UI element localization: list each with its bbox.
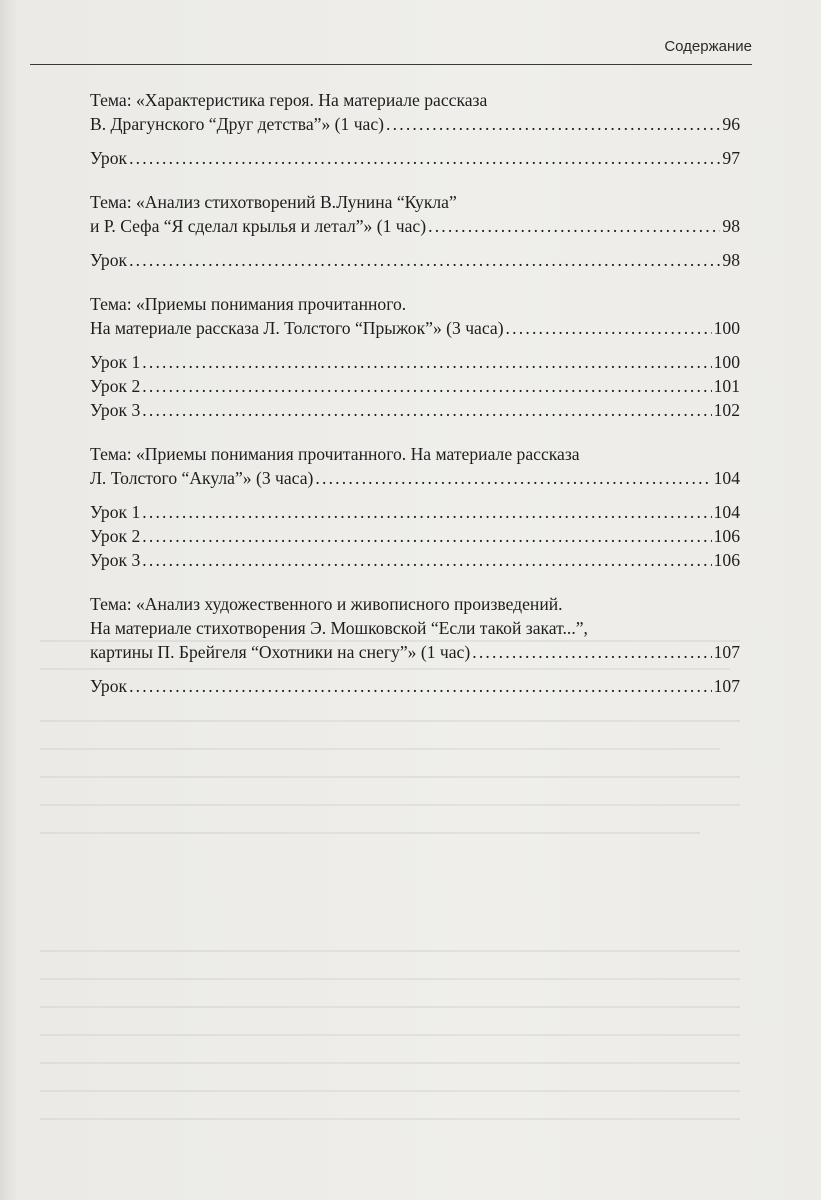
toc-theme-line	[90, 466, 740, 490]
toc-lesson-label: Урок	[90, 676, 128, 696]
toc-lesson-label: Урок 3	[90, 400, 141, 420]
toc-theme-text: Тема: «Анализ художественного и живописного произведений.	[90, 594, 563, 614]
toc-page-number: 104	[713, 502, 740, 522]
toc-theme-line	[90, 112, 740, 136]
toc-lesson-line	[90, 398, 740, 422]
toc-theme-line	[90, 88, 740, 112]
dot-leader	[142, 398, 711, 422]
toc-page-number: 98	[722, 216, 740, 236]
toc-page-number: 106	[713, 550, 740, 570]
toc-page-number: 107	[713, 676, 740, 696]
toc-entry	[90, 190, 740, 272]
toc-lesson-line	[90, 500, 740, 524]
toc-page-number: 96	[722, 114, 740, 134]
toc-entry	[90, 88, 740, 170]
toc-entry	[90, 442, 740, 572]
toc-theme-text: Тема: «Приемы понимания прочитанного. На материале рассказа	[90, 444, 580, 464]
toc-page-number: 97	[722, 148, 740, 168]
toc-page-number: 102	[713, 400, 740, 420]
toc-page-number: 106	[713, 526, 740, 546]
toc-theme-line	[90, 592, 740, 616]
toc-lesson-line	[90, 524, 740, 548]
toc-theme-text: Л. Толстого “Акула”» (3 часа)	[90, 468, 314, 488]
toc-lesson-label: Урок 1	[90, 502, 141, 522]
toc-theme-line	[90, 442, 740, 466]
toc-theme-line	[90, 214, 740, 238]
toc-lesson-line	[90, 146, 740, 170]
dot-leader	[386, 112, 720, 136]
toc-lesson-line	[90, 248, 740, 272]
dot-leader	[129, 248, 720, 272]
toc-lesson-line	[90, 674, 740, 698]
toc-theme-text: и Р. Сефа “Я сделал крылья и летал”» (1 час)	[90, 216, 427, 236]
toc-theme-line	[90, 292, 740, 316]
dot-leader	[142, 500, 711, 524]
running-header-title: Содержание	[664, 38, 752, 55]
dot-leader	[142, 350, 711, 374]
toc-theme-text: картины П. Брейгеля “Охотники на снегу”» (1 час)	[90, 642, 471, 662]
dot-leader	[142, 374, 711, 398]
toc-page-number: 100	[713, 352, 740, 372]
toc-entry	[90, 592, 740, 698]
toc-entry	[90, 292, 740, 422]
running-header	[30, 38, 752, 65]
toc-theme-line	[90, 616, 740, 640]
toc-lesson-label: Урок	[90, 250, 128, 270]
dot-leader	[428, 214, 720, 238]
toc-lesson-label: Урок	[90, 148, 128, 168]
toc-theme-line	[90, 640, 740, 664]
dot-leader	[506, 316, 712, 340]
toc-lesson-line	[90, 374, 740, 398]
dot-leader	[315, 466, 711, 490]
toc-theme-text: В. Драгунского “Друг детства”» (1 час)	[90, 114, 385, 134]
toc-page-number: 107	[713, 642, 740, 662]
dot-leader	[142, 524, 711, 548]
toc-theme-text: Тема: «Характеристика героя. На материале рассказа	[90, 90, 488, 110]
toc-theme-line	[90, 190, 740, 214]
toc-page-number: 101	[713, 376, 740, 396]
toc-page-number: 104	[713, 468, 740, 488]
toc-lesson-label: Урок 1	[90, 352, 141, 372]
table-of-contents	[90, 88, 740, 718]
dot-leader	[472, 640, 711, 664]
toc-theme-text: Тема: «Анализ стихотворений В.Лунина “Кукла”	[90, 192, 457, 212]
toc-theme-text: На материале рассказа Л. Толстого “Прыжок”» (3 часа)	[90, 318, 504, 338]
toc-lesson-line	[90, 548, 740, 572]
toc-lesson-label: Урок 2	[90, 376, 141, 396]
toc-theme-text: На материале стихотворения Э. Мошковской “Если такой закат...”,	[90, 618, 588, 638]
toc-lesson-line	[90, 350, 740, 374]
toc-lesson-label: Урок 2	[90, 526, 141, 546]
toc-theme-text: Тема: «Приемы понимания прочитанного.	[90, 294, 407, 314]
dot-leader	[129, 146, 720, 170]
toc-lesson-label: Урок 3	[90, 550, 141, 570]
toc-theme-line	[90, 316, 740, 340]
dot-leader	[142, 548, 711, 572]
toc-page-number: 100	[713, 318, 740, 338]
dot-leader	[129, 674, 712, 698]
toc-page-number: 98	[722, 250, 740, 270]
